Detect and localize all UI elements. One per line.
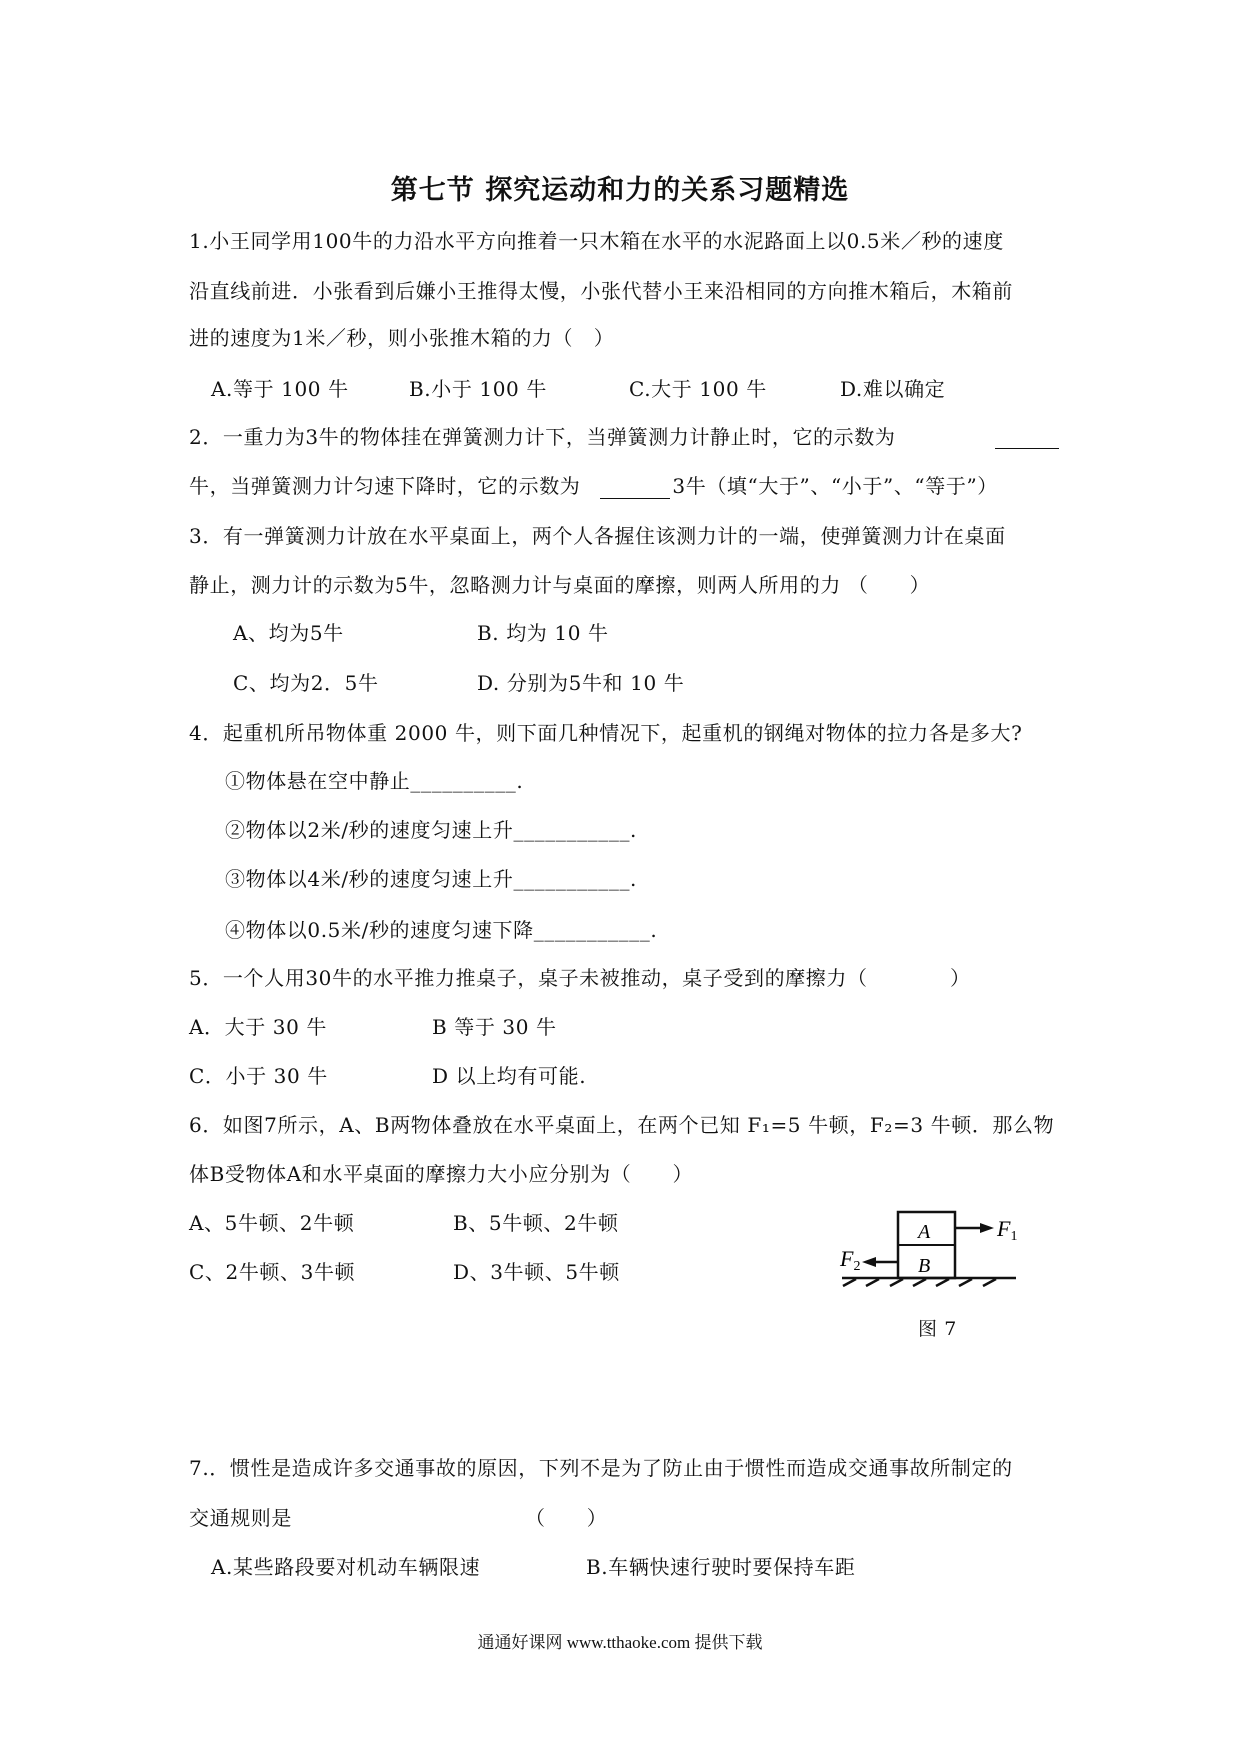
question-2-text: 牛，当弹簧测力计匀速下降时，它的示数为: [189, 474, 581, 498]
question-5-option-a: A．大于 30 牛: [189, 1015, 328, 1039]
question-5-option-b: B 等于 30 牛: [432, 1015, 557, 1039]
question-2-text: 3牛（填“大于”、“小于”、“等于”）: [672, 474, 998, 498]
question-6-option-a: A、5牛顿、2牛顿: [189, 1211, 355, 1235]
block-a-label: A: [918, 1221, 931, 1243]
question-5-line: 5．一个人用30牛的水平推力推桌子，桌子未被推动，桌子受到的摩擦力（ ）: [189, 966, 971, 990]
question-2-line: 2．一重力为3牛的物体挂在弹簧测力计下，当弹簧测力计静止时，它的示数为: [189, 425, 896, 449]
question-6-option-b: B、5牛顿、2牛顿: [453, 1211, 619, 1235]
force-f2-label: F2: [840, 1246, 861, 1274]
question-4-item: ③物体以4米/秒的速度匀速上升___________.: [225, 867, 638, 891]
question-3-option-c: C、均为2．5牛: [233, 671, 379, 695]
question-1-option-b: B.小于 100 牛: [409, 377, 547, 401]
question-4-item: ④物体以0.5米/秒的速度匀速下降___________.: [225, 918, 658, 942]
ground-line: [842, 1278, 1016, 1286]
block-b-label: B: [918, 1255, 931, 1277]
question-3-option-a: A、均为5牛: [233, 621, 344, 645]
question-4-item: ①物体悬在空中静止__________.: [225, 769, 524, 793]
question-1-line: 沿直线前进．小张看到后嫌小王推得太慢，小张代替小王来沿相同的方向推木箱后，木箱前: [189, 279, 1013, 303]
force-f1-label: F1: [997, 1216, 1018, 1244]
question-1-option-c: C.大于 100 牛: [629, 377, 767, 401]
page-title: 第七节 探究运动和力的关系习题精选: [390, 175, 850, 206]
question-3-line: 3．有一弹簧测力计放在水平桌面上，两个人各握住该测力计的一端，使弹簧测力计在桌面: [189, 524, 1006, 548]
figure-caption: 图 7: [918, 1318, 957, 1340]
question-6-option-d: D、3牛顿、5牛顿: [453, 1260, 620, 1284]
question-6-line: 体B受物体A和水平桌面的摩擦力大小应分别为（ ）: [189, 1162, 694, 1186]
question-3-line: 静止，测力计的示数为5牛，忽略测力计与桌面的摩擦，则两人所用的力 （ ）: [189, 573, 931, 597]
question-7-line: 交通规则是: [189, 1506, 292, 1530]
question-4-item: ②物体以2米/秒的速度匀速上升___________.: [225, 818, 638, 842]
question-1-option-d: D.难以确定: [840, 377, 946, 401]
question-1-line: 进的速度为1米／秒，则小张推木箱的力（ ）: [189, 326, 615, 350]
footer-credit: 通通好课网 www.tthaoke.com 提供下载: [477, 1633, 763, 1652]
question-3-option-b: B. 均为 10 牛: [477, 621, 609, 645]
question-6-line: 6．如图7所示，A、B两物体叠放在水平桌面上，在两个已知 F₁=5 牛顿，F₂=3 牛顿．那么物: [189, 1113, 1055, 1137]
question-4-line: 4．起重机所吊物体重 2000 牛，则下面几种情况下，起重机的钢绳对物体的拉力各是多大?: [189, 721, 1023, 745]
question-1-option-a: A.等于 100 牛: [211, 377, 349, 401]
arrow-right-icon: [955, 1223, 994, 1233]
answer-parentheses: （ ）: [525, 1506, 608, 1530]
question-7-option-b: B.车辆快速行驶时要保持车距: [586, 1555, 856, 1579]
question-1-line: 1.小王同学用100牛的力沿水平方向推着一只木箱在水平的水泥路面上以0.5米／秒的速度: [189, 229, 1004, 253]
question-5-option-d: D 以上均有可能.: [432, 1064, 587, 1088]
question-6-option-c: C、2牛顿、3牛顿: [189, 1260, 356, 1284]
question-7-line: 7.．惯性是造成许多交通事故的原因，下列不是为了防止由于惯性而造成交通事故所制定的: [189, 1456, 1013, 1480]
question-5-option-c: C．小于 30 牛: [189, 1064, 328, 1088]
arrow-left-icon: [862, 1257, 898, 1267]
question-3-option-d: D. 分别为5牛和 10 牛: [477, 671, 685, 695]
question-7-option-a: A.某些路段要对机动车辆限速: [211, 1555, 481, 1579]
